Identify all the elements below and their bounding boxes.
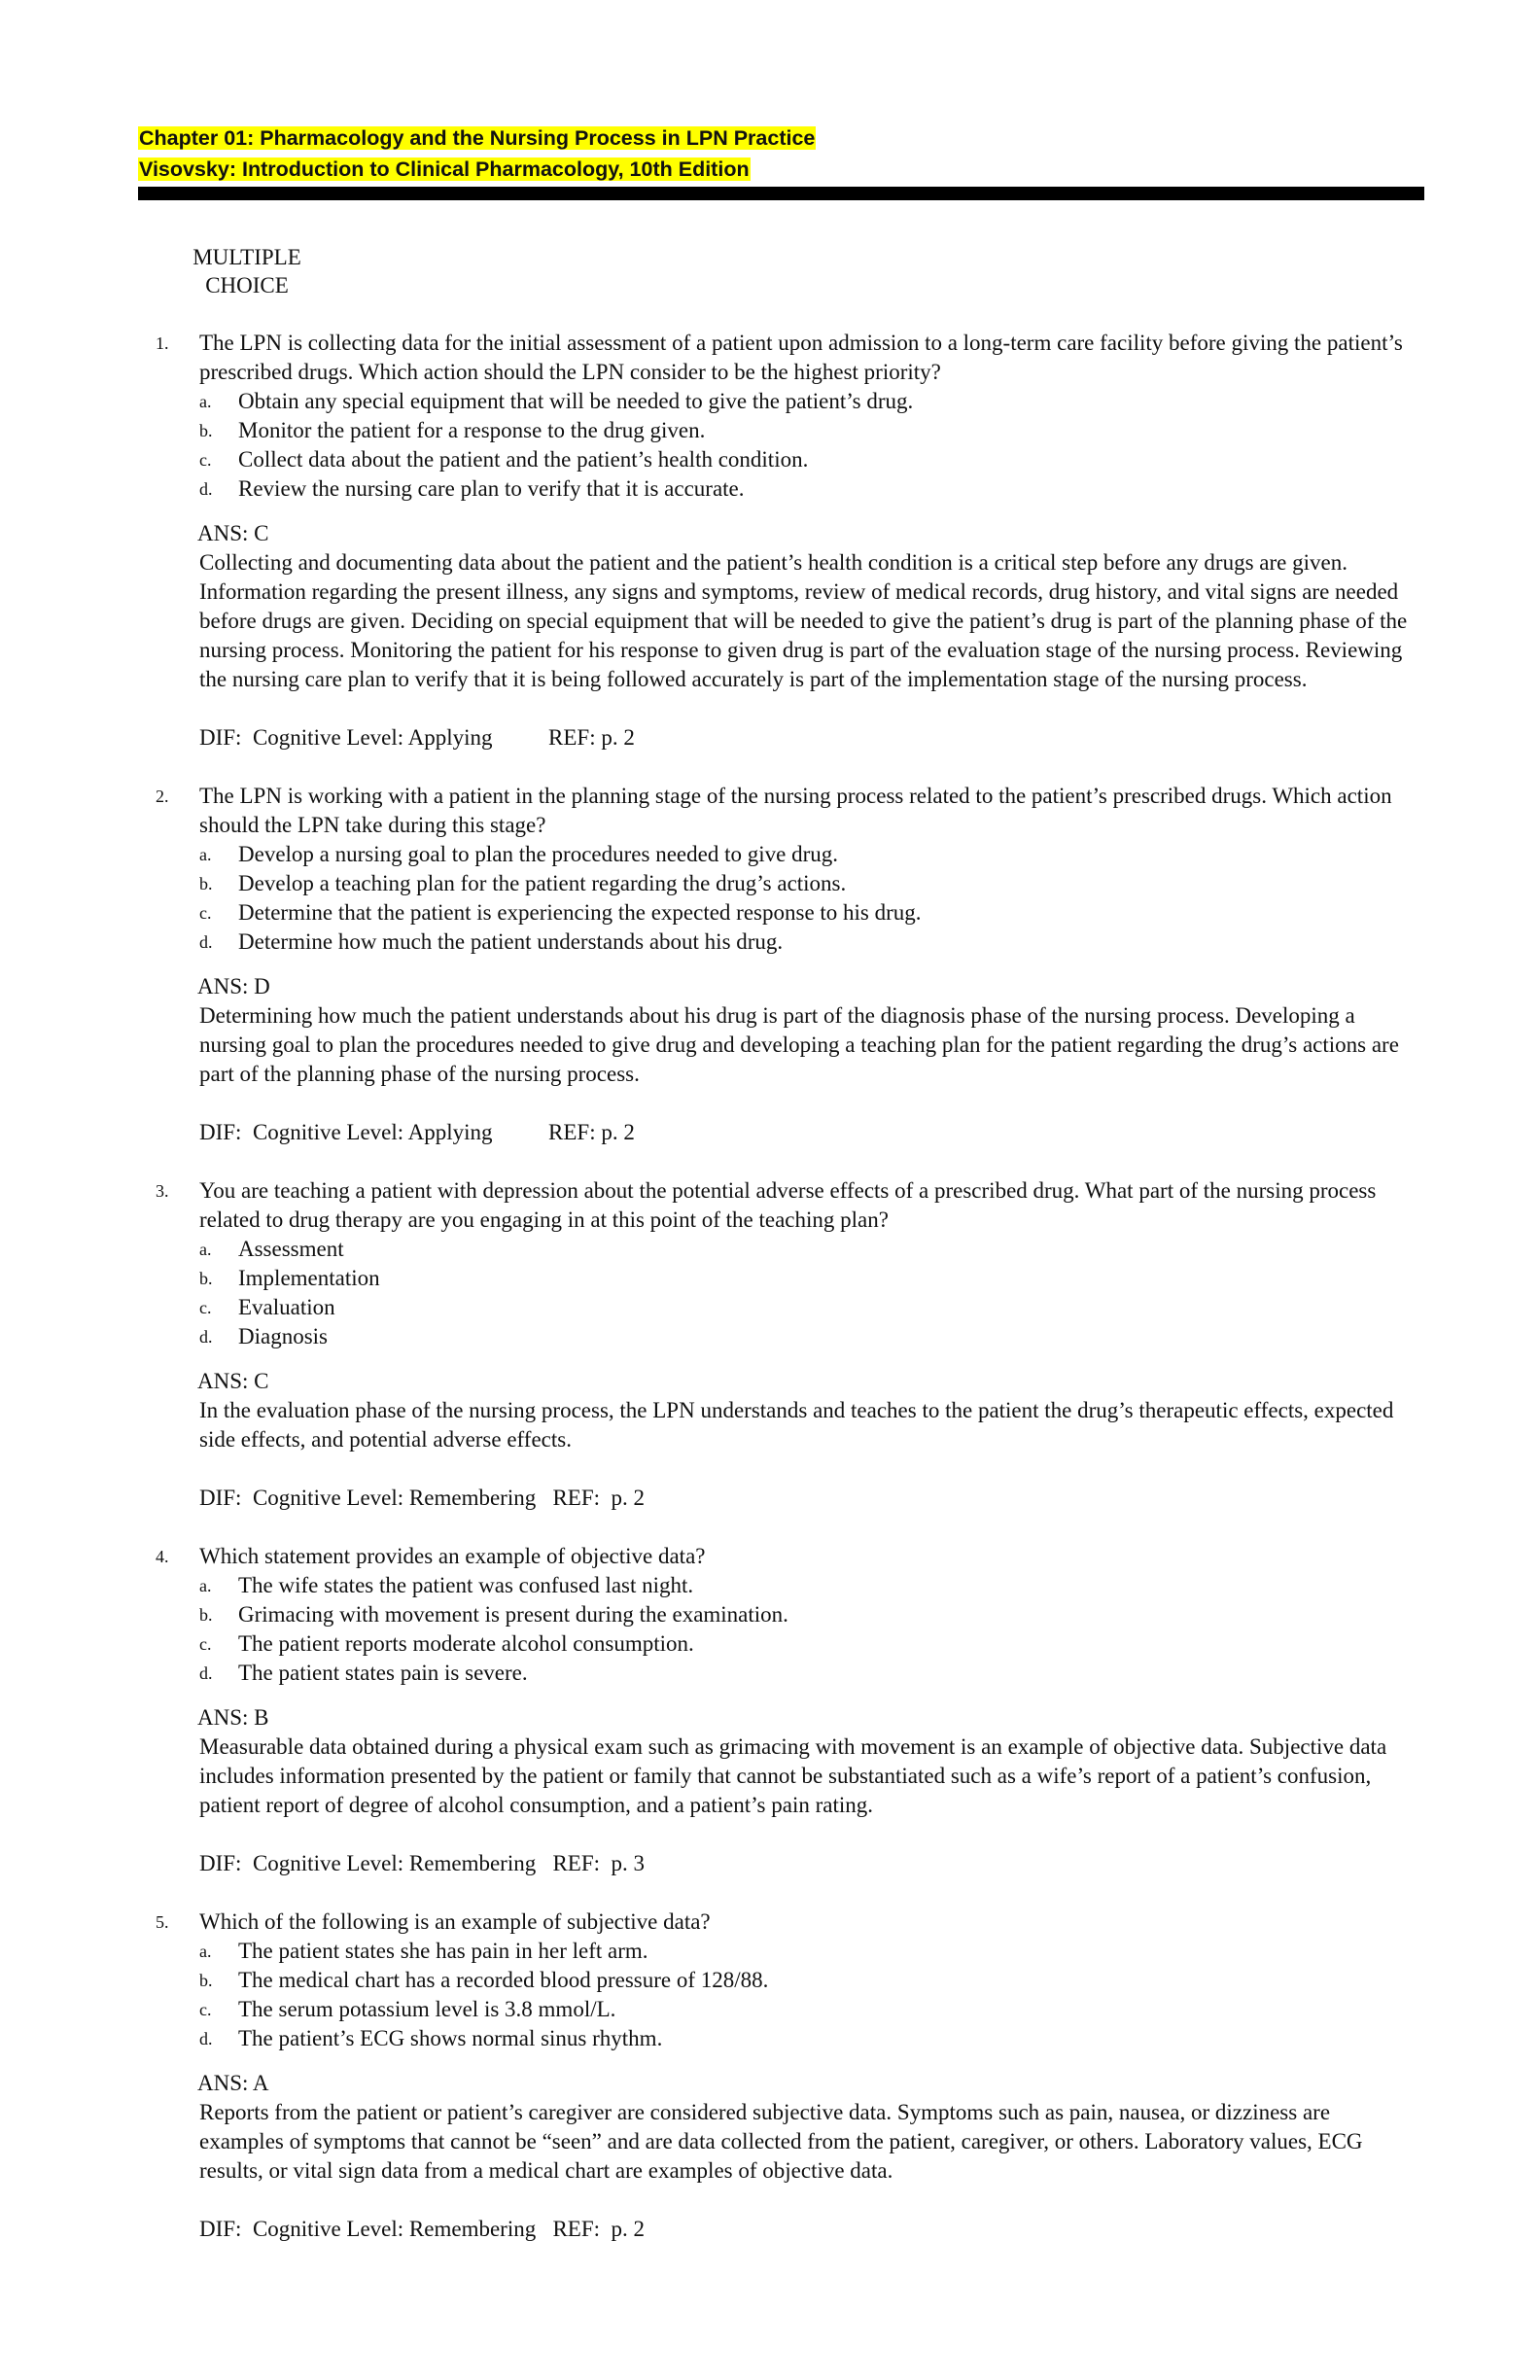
question-text: Which statement provides an example of objective data? [199, 1544, 706, 1568]
choice-b [199, 1600, 1419, 1629]
book-title-text: Visovsky: Introduction to Clinical Pharmacology, 10th Edition [139, 158, 750, 181]
question-stem [156, 782, 1419, 840]
answer-block [197, 1703, 1419, 1820]
section-title-line-2: CHOICE [205, 273, 289, 298]
choice-text: Assessment [238, 1237, 344, 1261]
answer-key: ANS: A [197, 2071, 269, 2095]
answer-block [197, 519, 1419, 694]
choice-letter: c. [199, 450, 212, 470]
question-number: 4. [156, 1547, 169, 1566]
answer-key: ANS: B [197, 1705, 269, 1730]
page-reference: REF: p. 2 [548, 725, 635, 750]
choice-c [199, 1293, 1419, 1322]
answer-block [197, 1367, 1419, 1454]
difficulty-reference [199, 1484, 1419, 1513]
choice-letter: b. [199, 421, 213, 440]
difficulty-reference [199, 2215, 1419, 2244]
answer-rationale: Collecting and documenting data about the patient and the patient’s health condition is a critical step before any drugs are given. Information regarding the present illness, any signs and symptoms, review of medical records, drug history, and vital signs are needed before drugs are given. Deciding on special equipment that will be needed to give the patient’s drug is part of the planning phase of the nursing process. Monitoring the patient for his response to given drug is part of the evaluation stage of the nursing process. Reviewing the nursing care plan to verify that it is being followed accurately is part of the implementation stage of the nursing process. [199, 550, 1408, 691]
choice-b [199, 1264, 1419, 1293]
choice-letter: d. [199, 1663, 213, 1683]
answer-key: ANS: C [197, 521, 269, 545]
choice-letter: a. [199, 845, 212, 864]
choice-a [199, 1571, 1419, 1600]
choice-text: Grimacing with movement is present during the examination. [238, 1602, 788, 1627]
choice-letter: d. [199, 932, 213, 952]
choice-c [199, 445, 1419, 474]
difficulty-level: DIF: Cognitive Level: Remembering [199, 2217, 537, 2241]
choice-list [199, 387, 1419, 504]
choice-text: Develop a nursing goal to plan the procedures needed to give drug. [238, 842, 838, 866]
difficulty-level: DIF: Cognitive Level: Applying [199, 1120, 493, 1144]
choice-letter: a. [199, 1240, 212, 1259]
questions-list [156, 329, 1419, 2273]
question-4 [156, 1542, 1419, 1878]
question-text: The LPN is working with a patient in the planning stage of the nursing process related to the patient’s prescribed drugs. Which action should the LPN take during this stage? [199, 784, 1392, 837]
answer-rationale: Reports from the patient or patient’s caregiver are considered subjective data. Symptoms such as pain, nausea, or dizziness are examples of symptoms that cannot be “seen” and are data collected from the patient, caregiver, or others. Laboratory values, ECG results, or vital sign data from a medical chart are examples of objective data. [199, 2100, 1363, 2183]
choice-a [199, 387, 1419, 416]
section-title-line-1: MULTIPLE [192, 245, 301, 269]
choice-letter: d. [199, 479, 213, 499]
question-number: 1. [156, 333, 169, 353]
answer-rationale: Measurable data obtained during a physical exam such as grimacing with movement is an example of objective data. Subjective data includes information presented by the patient or family that cannot be substantiated such as a wife’s report of a patient’s confusion, patient report of degree of alcohol consumption, and a patient’s pain rating. [199, 1734, 1387, 1817]
choice-text: The medical chart has a recorded blood pressure of 128/88. [238, 1968, 769, 1992]
choice-letter: c. [199, 1634, 212, 1654]
choice-a [199, 1937, 1419, 1966]
choice-text: Collect data about the patient and the patient’s health condition. [238, 447, 809, 472]
choice-text: Determine that the patient is experiencing the expected response to his drug. [238, 900, 922, 925]
choice-text: Review the nursing care plan to verify that it is accurate. [238, 476, 745, 501]
choice-text: Evaluation [238, 1295, 335, 1319]
choice-text: The patient states she has pain in her left arm. [238, 1939, 648, 1963]
choice-text: The wife states the patient was confused last night. [238, 1573, 694, 1597]
section-title [179, 243, 315, 299]
page-reference: REF: p. 2 [552, 2217, 646, 2241]
answer-key: ANS: D [197, 974, 270, 998]
question-5 [156, 1908, 1419, 2244]
choice-letter: b. [199, 1605, 213, 1625]
difficulty-reference [199, 723, 1419, 752]
answer-block [197, 2069, 1419, 2186]
choice-d [199, 474, 1419, 504]
choice-text: Implementation [238, 1266, 380, 1290]
difficulty-reference [199, 1118, 1419, 1147]
choice-letter: a. [199, 1942, 212, 1961]
choice-d [199, 1322, 1419, 1351]
choice-a [199, 840, 1419, 869]
choice-letter: a. [199, 1576, 212, 1595]
choice-d [199, 1659, 1419, 1688]
choice-letter: d. [199, 2029, 213, 2048]
page-reference: REF: p. 2 [552, 1486, 646, 1510]
question-2 [156, 782, 1419, 1147]
answer-key: ANS: C [197, 1369, 269, 1393]
choice-text: The patient states pain is severe. [238, 1661, 528, 1685]
question-stem [156, 329, 1419, 387]
choice-a [199, 1235, 1419, 1264]
answer-rationale: In the evaluation phase of the nursing process, the LPN understands and teaches to the patient the drug’s therapeutic effects, expected side effects, and potential adverse effects. [199, 1398, 1394, 1452]
question-number: 5. [156, 1912, 169, 1932]
question-stem [156, 1176, 1419, 1235]
choice-c [199, 898, 1419, 928]
question-text: Which of the following is an example of subjective data? [199, 1909, 711, 1934]
difficulty-reference [199, 1849, 1419, 1878]
choice-letter: c. [199, 2000, 212, 2019]
choice-c [199, 1995, 1419, 2024]
choice-d [199, 928, 1419, 957]
choice-letter: a. [199, 392, 212, 411]
question-3 [156, 1176, 1419, 1513]
question-stem [156, 1542, 1419, 1571]
choice-text: Obtain any special equipment that will be needed to give the patient’s drug. [238, 389, 914, 413]
question-1 [156, 329, 1419, 752]
choice-b [199, 869, 1419, 898]
choice-letter: b. [199, 1269, 213, 1288]
question-stem [156, 1908, 1419, 1937]
question-number: 3. [156, 1181, 169, 1201]
choice-text: The patient’s ECG shows normal sinus rhythm. [238, 2026, 663, 2050]
book-title [138, 154, 1424, 185]
choice-text: Diagnosis [238, 1324, 328, 1348]
answer-rationale: Determining how much the patient understands about his drug is part of the diagnosis phase of the nursing process. Developing a nursing goal to plan the procedures needed to give drug and developing a teaching plan for the patient regarding the drug’s actions are part of the planning phase of the nursing process. [199, 1003, 1399, 1086]
choice-list [199, 1571, 1419, 1688]
choice-b [199, 1966, 1419, 1995]
choice-letter: c. [199, 903, 212, 923]
choice-letter: b. [199, 1971, 213, 1990]
page-reference: REF: p. 2 [548, 1120, 635, 1144]
answer-block [197, 972, 1419, 1089]
difficulty-level: DIF: Cognitive Level: Applying [199, 725, 493, 750]
difficulty-level: DIF: Cognitive Level: Remembering [199, 1486, 537, 1510]
difficulty-level: DIF: Cognitive Level: Remembering [199, 1851, 537, 1875]
choice-text: Monitor the patient for a response to the drug given. [238, 418, 706, 442]
choice-letter: b. [199, 874, 213, 893]
chapter-title-text: Chapter 01: Pharmacology and the Nursing Process in LPN Practice [139, 126, 816, 150]
page-reference: REF: p. 3 [552, 1851, 646, 1875]
question-number: 2. [156, 787, 169, 806]
chapter-title [138, 122, 1424, 154]
header-rule [138, 187, 1424, 200]
choice-text: The serum potassium level is 3.8 mmol/L. [238, 1997, 616, 2021]
choice-c [199, 1629, 1419, 1659]
choice-letter: d. [199, 1327, 213, 1347]
choice-list [199, 840, 1419, 957]
choice-d [199, 2024, 1419, 2053]
choice-b [199, 416, 1419, 445]
choice-letter: c. [199, 1298, 212, 1317]
choice-list [199, 1235, 1419, 1351]
choice-text: Develop a teaching plan for the patient regarding the drug’s actions. [238, 871, 847, 895]
choice-text: Determine how much the patient understands about his drug. [238, 929, 784, 954]
question-text: You are teaching a patient with depression about the potential adverse effects of a prescribed drug. What part of the nursing process related to drug therapy are you engaging in at this point of the teaching plan? [199, 1178, 1377, 1232]
chapter-header [138, 122, 1424, 200]
choice-list [199, 1937, 1419, 2053]
question-text: The LPN is collecting data for the initial assessment of a patient upon admission to a long-term care facility before giving the patient’s prescribed drugs. Which action should the LPN consider to be the highest priority? [199, 331, 1403, 384]
choice-text: The patient reports moderate alcohol consumption. [238, 1631, 694, 1656]
